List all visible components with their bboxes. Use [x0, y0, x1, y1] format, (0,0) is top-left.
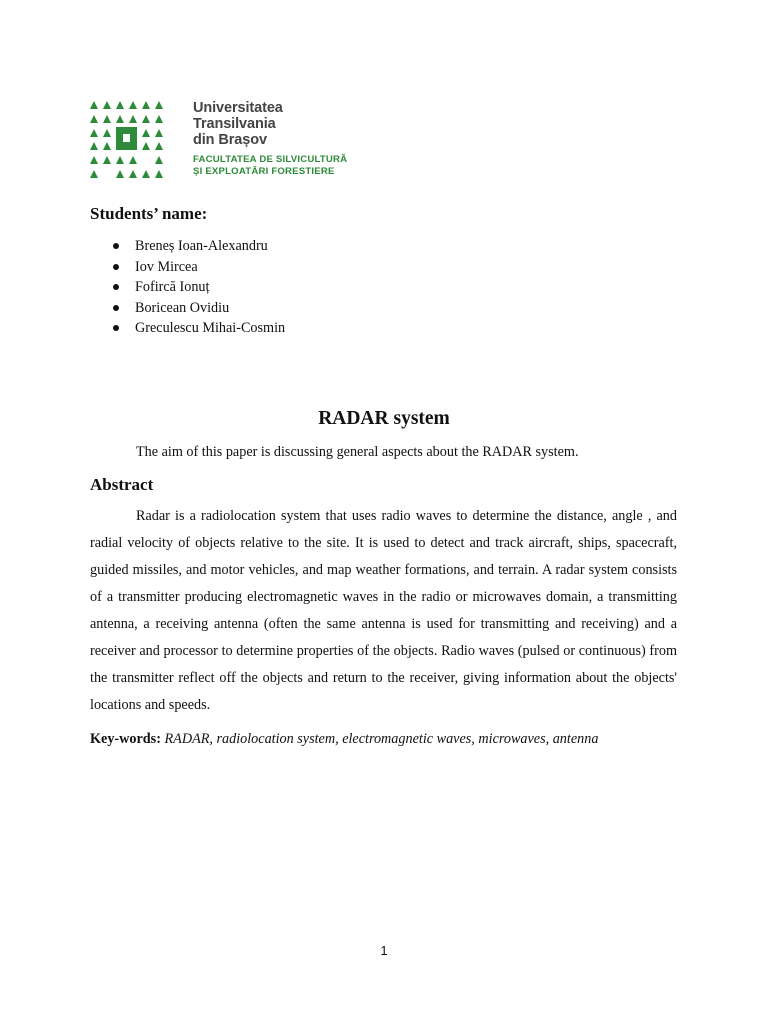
bullet-icon [113, 243, 119, 249]
student-list-item [90, 257, 285, 278]
bullet-icon [113, 284, 119, 290]
abstract-heading: Abstract [90, 475, 154, 494]
student-list-item [90, 277, 285, 298]
faculty-name-line: ȘI EXPLOATĂRI FORESTIERE [193, 166, 335, 177]
university-logo [90, 100, 350, 185]
students-heading: Students’ name: [90, 204, 208, 223]
document-title: RADAR system [318, 408, 450, 429]
university-logo-triangles-icon [90, 100, 170, 182]
student-list-item [90, 236, 285, 257]
university-name-line: Transilvania [193, 116, 276, 132]
student-name: Fofircă Ionuț [135, 279, 210, 295]
bullet-icon [113, 325, 119, 331]
student-name: Breneș Ioan-Alexandru [135, 238, 268, 254]
students-list [90, 236, 285, 339]
student-list-item [90, 318, 285, 339]
logo-text [193, 100, 347, 178]
abstract-paragraph: Radar is a radiolocation system that uses radio waves to determine the distance, angle , and radial velocity of objects relative to the site. It is used to detect and track aircraft, ships, spacecraft, guided missiles, and motor vehicles, and map weather formations, and terrain. A radar system consists of a transmitter producing electromagnetic waves in the radio or microwaves domain, a transmitting antenna, a receiving antenna (often the same antenna is used for transmitting and receiving) and a receiver and processor to determine properties of the objects. Radio waves (pulsed or continuous) from the transmitter reflect off the objects and return to the receiver, giving information about the objects' locations and speeds. [90, 508, 677, 713]
page-number: 1 [380, 943, 388, 958]
keywords-line [90, 731, 598, 748]
keywords-label: Key-words: [90, 731, 161, 747]
keywords-values: RADAR, radiolocation system, electromagnetic waves, microwaves, antenna [164, 731, 599, 747]
bullet-icon [113, 305, 119, 311]
bullet-icon [113, 264, 119, 270]
university-name-line: din Brașov [193, 132, 267, 148]
aim-statement: The aim of this paper is discussing general aspects about the RADAR system. [136, 444, 579, 460]
student-list-item [90, 298, 285, 319]
university-name-line: Universitatea [193, 100, 283, 116]
faculty-name-line: FACULTATEA DE SILVICULTURĂ [193, 154, 348, 165]
student-name: Iov Mircea [135, 258, 198, 275]
student-name: Greculescu Mihai-Cosmin [135, 320, 286, 336]
student-name: Boricean Ovidiu [135, 299, 230, 316]
